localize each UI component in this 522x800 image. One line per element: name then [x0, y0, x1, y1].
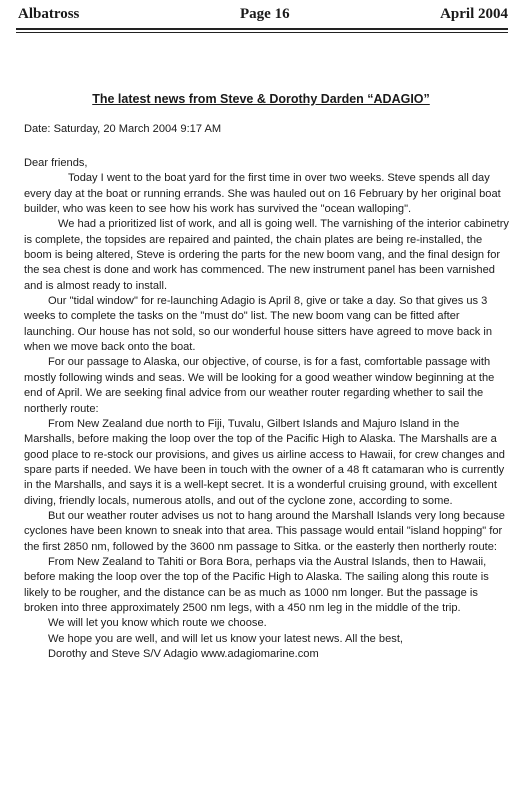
paragraph: Our "tidal window" for re-launching Adagio is April 8, give or take a day. So that gives us 3 weeks to complete the tasks on the "must do" list. The new boom vang can be fitted after launching. Our house has not sold, so our wonderful house sitters have agreed to move back in when we move back onto the boat.	[24, 295, 493, 354]
signature: Dorothy and Steve S/V Adagio www.adagiomarine.com	[48, 648, 319, 660]
header-rule-thick	[16, 28, 508, 30]
paragraph: From New Zealand due north to Fiji, Tuvalu, Gilbert Islands and Majuro Island in the Marshalls, before making the loop over the top of the Pacific High to Alaska. The Marshalls are a good place to re-stock our provisions, and gives us airline access to Hawaii, for crew changes and spare parts if needed. We have been in touch with the owner of a 48 ft catamaran who is currently in the Marshalls, and says it is a well-kept secret. It is a wonderful cruising ground, with excellent diving, friendly locals, numerous atolls, and out of the cyclone zone, according to some.	[24, 417, 505, 507]
header-rule-thin	[16, 32, 508, 33]
page-number: Page 16	[240, 6, 290, 22]
issue-date: April 2004	[440, 6, 508, 22]
closing-line: We hope you are well, and will let us know your latest news. All the best,	[48, 632, 403, 645]
newsletter-name: Albatross	[18, 6, 80, 22]
article-date: Date: Saturday, 20 March 2004 9:17 AM	[24, 123, 222, 135]
greeting: Dear friends,	[24, 157, 88, 169]
paragraph: But our weather router advises us not to hang around the Marshall Islands very long because cyclones have been known to sneak into that area. This passage would entail "island hopping" for the first 2850 nm, followed by the 3600 nm passage to Sitka. or the easterly then northerly route:	[24, 509, 505, 553]
page-header	[18, 6, 508, 28]
paragraph: Today I went to the boat yard for the first time in over two weeks. Steve spends all day every day at the boat or running errands. She was hauled out on 16 February by her original boat builder, who was keen to see how his work has survived the "ocean walloping".	[24, 172, 501, 216]
article-title: The latest news from Steve & Dorothy Darden “ADAGIO”	[92, 92, 430, 106]
paragraph: From New Zealand to Tahiti or Bora Bora, perhaps via the Austral Islands, then to Hawaii, before making the loop over the top of the Pacific High to Alaska. The sailing along this route is likely to be rougher, and the distance can be as much as 1000 nm longer. But the passage is broken into three approximately 2500 nm legs, with a 450 nm leg in the middle of the trip.	[24, 555, 489, 614]
paragraph: We will let you know which route we choose.	[48, 617, 267, 630]
article-body	[24, 156, 512, 662]
paragraph: We had a prioritized list of work, and all is going well. The varnishing of the interior cabinetry is complete, the topsides are repaired and painted, the chain plates are being re-installed, the boom is being altered, Steve is ordering the parts for the new boom vang, and the final design for the sea chest is done and work has commenced. The new instrument panel has been varnished and is almost ready to install.	[24, 218, 509, 292]
paragraph: For our passage to Alaska, our objective, of course, is for a fast, comfortable passage with mostly following winds and seas. We will be looking for a good weather window beginning at the end of April. We are seeking final advice from our weather router regarding whether to sail the northerly route:	[24, 356, 495, 415]
